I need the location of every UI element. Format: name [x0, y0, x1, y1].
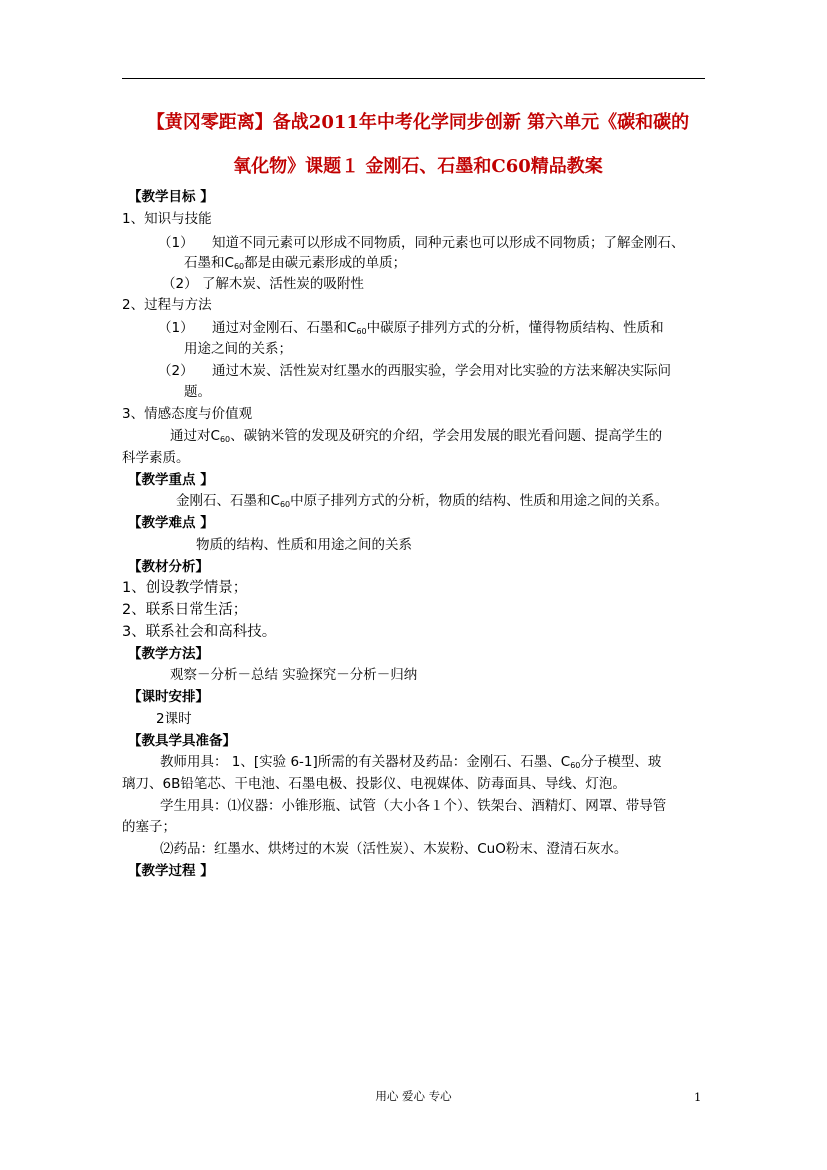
key-points-text — [176, 492, 668, 514]
subscript-60: 60 — [356, 327, 367, 336]
goals-s2-item2-number: （2） — [158, 363, 194, 379]
goals-section-3: 3、情感态度与价值观 — [122, 406, 253, 422]
page-footer: 用心 爱心 专心 — [375, 1089, 452, 1103]
material-item-2: 2、联系日常生活； — [122, 602, 248, 618]
document-title-line-1: 【黄冈零距离】备战2011年中考化学同步创新 第六单元《碳和碳的 — [146, 112, 690, 133]
material-heading: 【教材分析】 — [128, 559, 209, 575]
material-item-3: 3、联系社会和高科技。 — [122, 624, 277, 640]
material-item-1: 1、创设教学情景； — [122, 580, 248, 596]
tools-student-line3: ⑵药品：红墨水、烘烤过的木炭（活性炭）、木炭粉、CuO粉末、澄清石灰水。 — [160, 841, 628, 857]
goals-section-1: 1、知识与技能 — [122, 211, 212, 227]
goals-s2-item1-line1 — [212, 319, 664, 341]
goals-s1-item1-line1: 知道不同元素可以形成不同物质，同种元素也可以形成不同物质；了解金刚石、 — [212, 235, 685, 251]
tools-heading: 【教具学具准备】 — [128, 733, 236, 749]
tools-student-line2: 的塞子； — [122, 819, 176, 835]
method-text: 观察－分析－总结 实验探究－分析－归纳 — [170, 667, 418, 683]
difficulty-heading: 【教学难点 】 — [128, 515, 214, 531]
goals-s2-item1-line2: 用途之间的关系； — [184, 341, 292, 357]
goals-s2-item2-line2: 题。 — [184, 384, 211, 400]
tools-student-line1: 学生用具：⑴仪器：小锥形瓶、试管（大小各１个）、铁架台、酒精灯、网罩、带导管 — [160, 798, 667, 814]
tools-teacher-line1 — [160, 753, 661, 775]
text-part: 中原子排列方式的分析，物质的结构、性质和用途之间的关系。 — [290, 493, 669, 509]
schedule-text: 2课时 — [156, 711, 192, 727]
tools-teacher-line2: 璃刀、6B铅笔芯、干电池、石墨电极、投影仪、电视媒体、防毒面具、导线、灯泡。 — [122, 776, 626, 792]
text-part: 教师用具： 1、[实验 6-1]所需的有关器材及药品：金刚石、石墨、C — [160, 754, 571, 770]
goals-s1-item1-line2 — [184, 254, 406, 276]
text-part: 石墨和C — [184, 255, 234, 271]
text-part: 金刚石、石墨和C — [176, 493, 280, 509]
goals-heading: 【教学目标 】 — [128, 189, 214, 205]
text-part: 中碳原子排列方式的分析，懂得物质结构、性质和 — [366, 320, 664, 336]
goals-s2-item1-number: （1） — [158, 320, 194, 336]
goals-section-2: 2、过程与方法 — [122, 297, 212, 313]
text-part: 都是由碳元素形成的单质； — [244, 255, 407, 271]
document-title-line-2: 氧化物》课题１ 金刚石、石墨和C60精品教案 — [233, 156, 603, 177]
difficulty-text: 物质的结构、性质和用途之间的关系 — [196, 537, 412, 553]
text-part: 通过对C — [170, 428, 220, 444]
process-heading: 【教学过程 】 — [128, 863, 214, 879]
subscript-60: 60 — [233, 262, 245, 271]
method-heading: 【教学方法】 — [128, 646, 209, 662]
goals-s3-line1 — [170, 427, 662, 449]
subscript-60: 60 — [219, 435, 231, 444]
text-part: 、碳钠米管的发现及研究的介绍，学会用发展的眼光看问题、提高学生的 — [230, 428, 663, 444]
header-rule — [122, 78, 705, 79]
key-points-heading: 【教学重点 】 — [128, 472, 214, 488]
subscript-60: 60 — [279, 500, 291, 509]
schedule-heading: 【课时安排】 — [128, 689, 209, 705]
goals-s1-item1-number: （1） — [158, 235, 194, 251]
goals-s1-item2: （2） 了解木炭、活性炭的吸附性 — [162, 276, 364, 292]
goals-s2-item2-line1: 通过木炭、活性炭对红墨水的西服实验，学会用对比实验的方法来解决实际问 — [212, 363, 671, 379]
text-part: 分子模型、玻 — [580, 754, 662, 770]
goals-s3-line2: 科学素质。 — [122, 450, 190, 466]
subscript-60: 60 — [570, 761, 581, 770]
text-part: 通过对金刚石、石墨和C — [212, 320, 357, 336]
page-number: 1 — [694, 1090, 702, 1104]
